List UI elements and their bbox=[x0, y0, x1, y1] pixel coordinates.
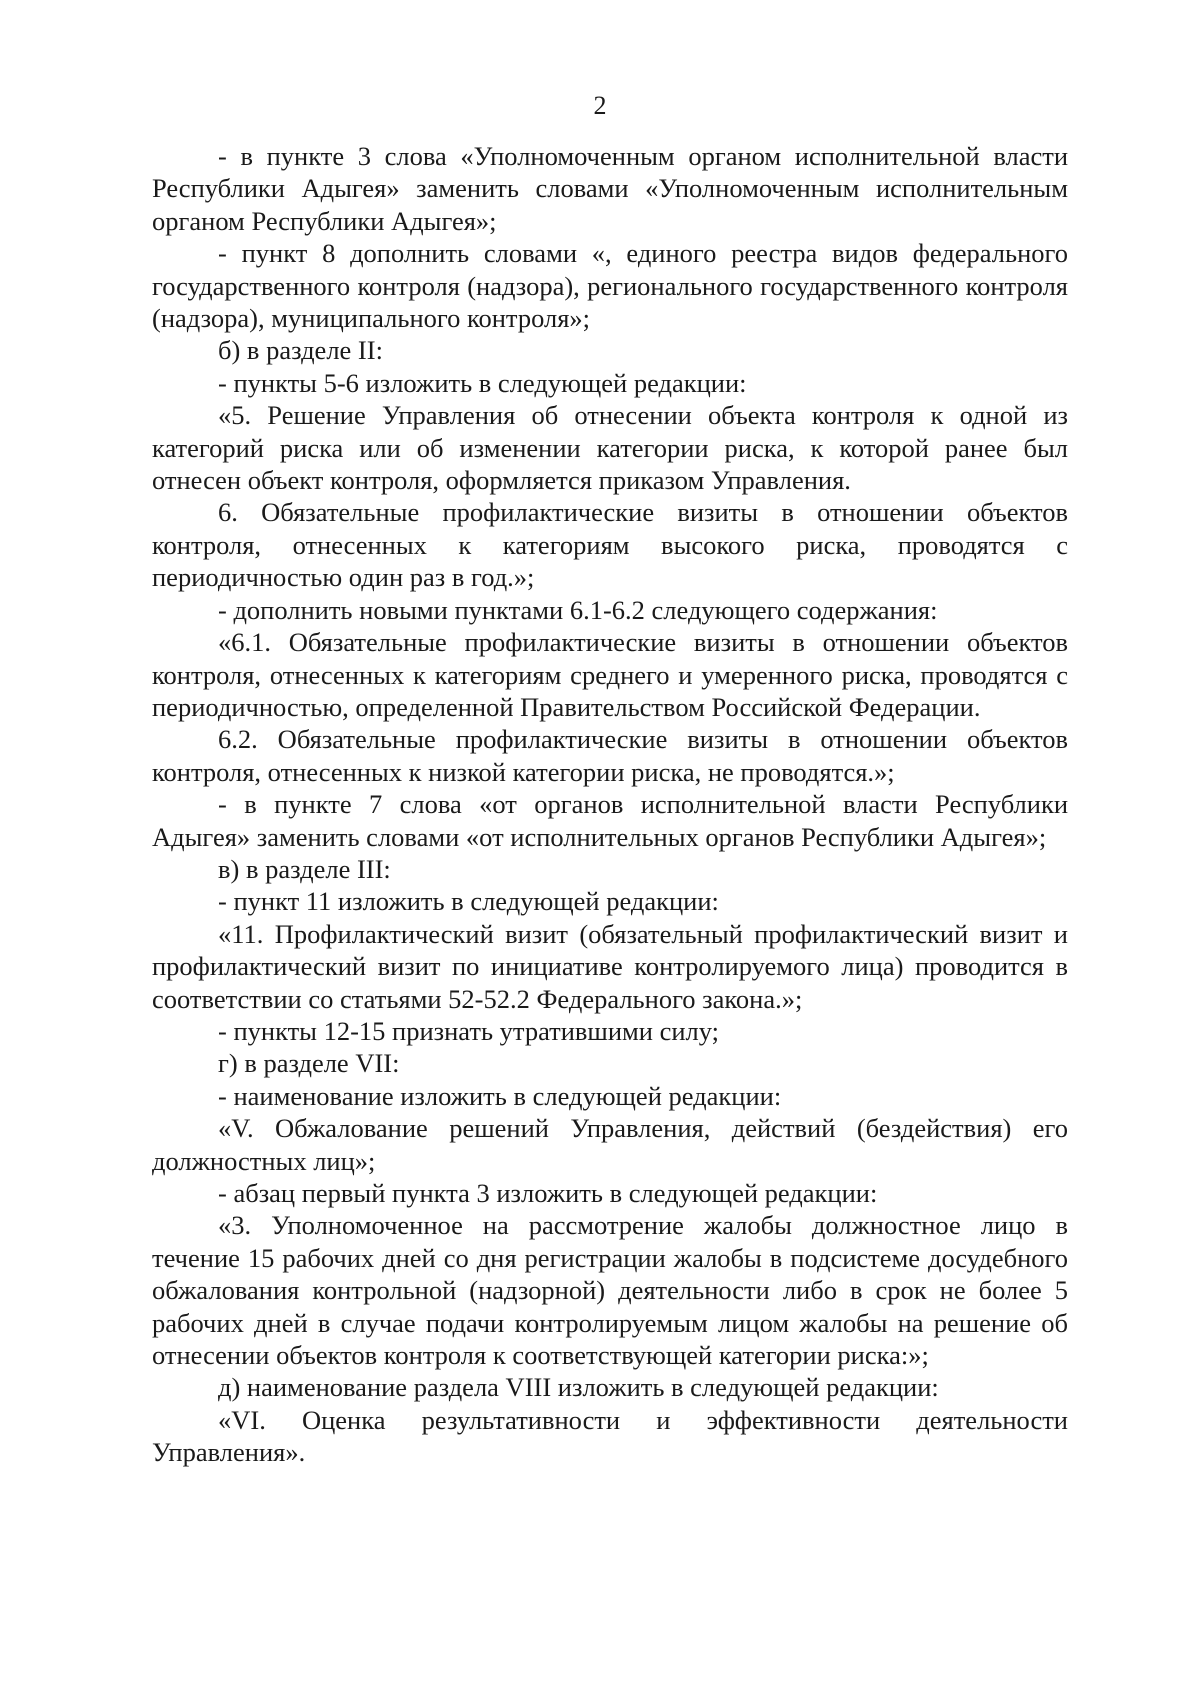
paragraph-item-8-addition: - пункт 8 дополнить словами «, единого реестра видов федерального государственного контроля (надзора), регионального государственного контроля (надзора), муниципального контроля»; bbox=[152, 238, 1068, 334]
paragraph-section-ii: б) в разделе II: bbox=[218, 335, 383, 366]
paragraph-section-v-title: «V. Обжалование решений Управления, действий (бездействия) его должностных лиц»; bbox=[152, 1113, 1068, 1176]
page-number: 2 bbox=[593, 91, 607, 120]
paragraph-item-3-text: «3. Уполномоченное на рассмотрение жалобы должностное лицо в течение 15 рабочих дней со дня регистрации жалобы в подсистеме досудебного обжалования контрольной (надзорной) деятельности либо в срок не более 5 рабочих дней в случае подачи контролируемым лицом жалобы на решение об отнесении объектов контроля к соответствующей категории риска:»; bbox=[152, 1210, 1068, 1371]
paragraph-item-11-text: «11. Профилактический визит (обязательный профилактический визит и профилактический визит по инициативе контролируемого лица) проводится в соответствии со статьями 52-52.2 Федерального закона.»; bbox=[152, 918, 1068, 1014]
paragraph-section-vi-title: «VI. Оценка результативности и эффективности деятельности Управления». bbox=[152, 1404, 1068, 1468]
paragraph-item-7-words: - в пункте 7 слова «от органов исполнительной власти Республики Адыгея» заменить словами «от исполнительных органов Республики Адыгея»; bbox=[152, 789, 1068, 852]
paragraph-section-vii: г) в разделе VII: bbox=[218, 1048, 400, 1079]
paragraph-item-11: - пункт 11 изложить в следующей редакции: bbox=[218, 886, 719, 917]
paragraph-add-6-1-6-2: - дополнить новыми пунктами 6.1-6.2 следующего содержания: bbox=[218, 594, 938, 625]
paragraph-item-3-words: - в пункте 3 слова «Уполномоченным органом исполнительной власти Республики Адыгея» заменить словами «Уполномоченным исполнительным органом Республики Адыгея»; bbox=[152, 141, 1068, 236]
paragraph-items-12-15: - пункты 12-15 признать утратившими силу; bbox=[218, 1015, 720, 1046]
paragraph-item-6-1-text: «6.1. Обязательные профилактические визиты в отношении объектов контроля, отнесенных к категориям среднего и умеренного риска, проводятся с периодичностью, определенной Правительством Российской Федерации. bbox=[152, 627, 1068, 722]
paragraph-items-5-6: - пункты 5-6 изложить в следующей редакции: bbox=[218, 367, 747, 398]
document-body bbox=[152, 140, 1068, 1469]
paragraph-section-viii: д) наименование раздела VIII изложить в следующей редакции: bbox=[218, 1372, 939, 1403]
paragraph-name-edit: - наименование изложить в следующей редакции: bbox=[218, 1080, 782, 1111]
paragraph-item-5-text: «5. Решение Управления об отнесении объекта контроля к одной из категорий риска или об изменении категории риска, к которой ранее был отнесен объект контроля, оформляется приказом Управления. bbox=[152, 400, 1068, 496]
paragraph-section-iii: в) в разделе III: bbox=[218, 853, 391, 884]
paragraph-item-6-2-text: 6.2. Обязательные профилактические визиты в отношении объектов контроля, отнесенных к низкой категории риска, не проводятся.»; bbox=[152, 724, 1068, 787]
paragraph-item-6-text: 6. Обязательные профилактические визиты в отношении объектов контроля, отнесенных к категориям высокого риска, проводятся с периодичностью один раз в год.»; bbox=[152, 497, 1068, 593]
paragraph-item-3-first: - абзац первый пункта 3 изложить в следующей редакции: bbox=[218, 1178, 878, 1208]
